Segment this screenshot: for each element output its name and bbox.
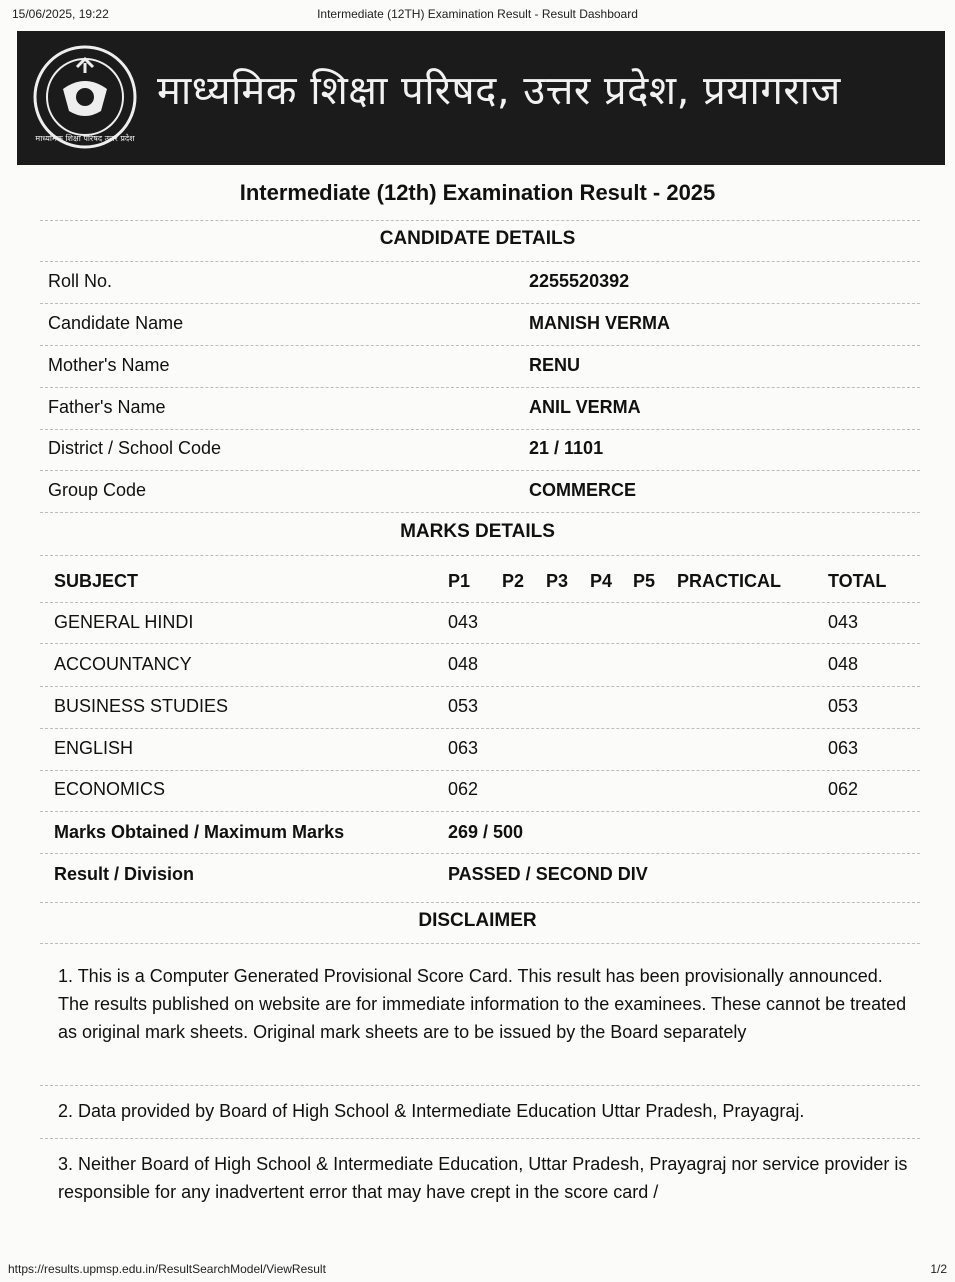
subject-name: ENGLISH (54, 738, 134, 758)
candidate-value: ANIL VERMA (529, 397, 641, 417)
candidate-row-group (40, 469, 920, 511)
marks-obtained-label: Marks Obtained / Maximum Marks (54, 822, 345, 842)
board-name: माध्यमिक शिक्षा परिषद, उत्तर प्रदेश, प्रयागराज (157, 68, 841, 114)
emblem-logo-text: माध्यमिक शिक्षा परिषद उत्तर प्रदेश (35, 134, 135, 143)
candidate-label: Group Code (48, 480, 147, 500)
subject-total: 053 (828, 696, 859, 716)
result-row (40, 853, 920, 895)
disclaimer-item: 2. Data provided by Board of High School & Intermediate Education Uttar Pradesh, Prayagraj. (58, 1101, 805, 1121)
candidate-value: RENU (529, 355, 581, 375)
subject-name: GENERAL HINDI (54, 612, 194, 632)
print-page-title: Intermediate (12TH) Examination Result - Result Dashboard (317, 7, 638, 21)
col-p1: P1 (448, 571, 471, 591)
table-row (40, 685, 920, 727)
exam-title: Intermediate (12th) Examination Result - 2025 (239, 180, 716, 205)
disclaimer-heading: DISCLAIMER (418, 910, 537, 931)
divider (40, 1085, 920, 1086)
subject-p1: 053 (448, 696, 479, 716)
divider (40, 943, 920, 944)
col-subject: SUBJECT (54, 571, 139, 591)
subject-total: 062 (828, 779, 859, 799)
divider (40, 555, 920, 556)
table-row (40, 768, 920, 810)
col-practical: PRACTICAL (677, 571, 781, 591)
subject-total: 048 (828, 654, 859, 674)
subject-p1: 062 (448, 779, 479, 799)
candidate-row-mother (40, 344, 920, 386)
board-emblem-icon (33, 45, 137, 149)
candidate-label: Mother's Name (48, 355, 170, 375)
table-row (40, 643, 920, 685)
subject-total: 063 (828, 738, 859, 758)
candidate-label: Candidate Name (48, 313, 184, 333)
col-p5: P5 (633, 571, 656, 591)
candidate-label: Father's Name (48, 397, 166, 417)
table-row (40, 601, 920, 643)
subject-p1: 043 (448, 612, 479, 632)
divider (40, 512, 920, 513)
col-p2: P2 (502, 571, 525, 591)
print-page-number: 1/2 (930, 1262, 947, 1276)
candidate-row-district (40, 427, 920, 469)
candidate-label: District / School Code (48, 438, 222, 458)
marks-obtained-row (40, 811, 920, 853)
print-datetime: 15/06/2025, 19:22 (12, 7, 109, 21)
disclaimer-item: 3. Neither Board of High School & Intermediate Education, Uttar Pradesh, Prayagraj nor service provider is responsible for any inadvertent error that may have crept in the score card / (58, 1154, 908, 1202)
candidate-value: COMMERCE (529, 480, 636, 500)
print-url: https://results.upmsp.edu.in/ResultSearchModel/ViewResult (8, 1262, 326, 1276)
candidate-label: Roll No. (48, 271, 113, 291)
candidate-value: 21 / 1101 (529, 438, 604, 458)
board-banner (17, 31, 945, 165)
marks-details-heading: MARKS DETAILS (400, 521, 555, 542)
subject-name: BUSINESS STUDIES (54, 696, 229, 716)
divider (40, 220, 920, 221)
marks-header-row (40, 560, 920, 602)
divider (40, 1138, 920, 1139)
print-footer (0, 1262, 955, 1278)
col-p3: P3 (546, 571, 569, 591)
candidate-row-roll (40, 260, 920, 302)
subject-total: 043 (828, 612, 859, 632)
result-value: PASSED / SECOND DIV (448, 864, 648, 884)
subject-name: ACCOUNTANCY (54, 654, 192, 674)
subject-p1: 063 (448, 738, 479, 758)
subject-p1: 048 (448, 654, 479, 674)
col-p4: P4 (590, 571, 613, 591)
subject-name: ECONOMICS (54, 779, 166, 799)
disclaimer-item: 1. This is a Computer Generated Provisional Score Card. This result has been provisionally announced. The results published on website are for immediate information to the examinees. These cannot be treated as original mark sheets. Original mark sheets are to be issued by the Board separately (58, 966, 907, 1042)
result-label: Result / Division (54, 864, 195, 884)
print-header (0, 7, 955, 23)
divider (40, 902, 920, 903)
candidate-value: 2255520392 (529, 271, 630, 291)
candidate-row-name (40, 302, 920, 344)
marks-obtained-value: 269 / 500 (448, 822, 524, 842)
candidate-value: MANISH VERMA (529, 313, 671, 333)
table-row (40, 727, 920, 769)
candidate-row-father (40, 386, 920, 428)
candidate-details-heading: CANDIDATE DETAILS (379, 228, 576, 249)
col-total: TOTAL (828, 571, 887, 591)
